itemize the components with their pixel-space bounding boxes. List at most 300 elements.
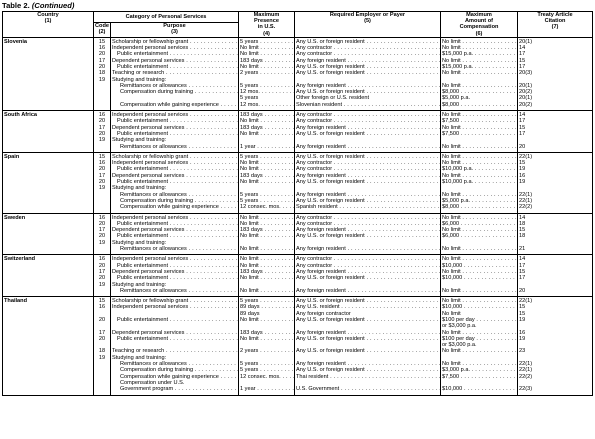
citation-cell: 22(2) (518, 374, 593, 380)
citation-cell: 17 (518, 51, 593, 57)
max-presence-cell: 1 year . . . (239, 144, 295, 153)
max-amount-cell: No limit . . . (441, 58, 518, 64)
code-cell: 19 (94, 240, 111, 246)
purpose-cell: Compensation while gaining experience . . . (111, 102, 239, 111)
country-cell (3, 246, 94, 255)
purpose-cell: Public entertainment . . . (111, 317, 239, 323)
purpose-cell: Public entertainment . . . (111, 51, 239, 57)
max-presence-cell: No limit . . . (239, 233, 295, 239)
code-cell: 20 (94, 64, 111, 70)
max-presence-cell: 1 year . . . (239, 386, 295, 395)
employer-cell: Any contractor . . . (295, 263, 441, 269)
header-citation-l2: Citation (544, 18, 566, 25)
citation-cell: 14 (518, 45, 593, 51)
employer-cell: Any foreign contractor (295, 311, 441, 317)
table-row (3, 204, 593, 213)
max-amount-cell: No limit . . . (441, 111, 518, 119)
code-cell: 16 (94, 160, 111, 166)
code-cell: 17 (94, 227, 111, 233)
max-amount-cell: $10,000 p.a. . . . (441, 179, 518, 185)
country-cell (3, 102, 94, 111)
employer-cell: Any U.S. or foreign resident . . . (295, 233, 441, 239)
purpose-cell: Compensation during training . . . (111, 89, 239, 95)
header-country-num: (1) (44, 18, 52, 25)
header-max-amount-l3: Compensation (459, 24, 499, 31)
citation-cell: 15 (518, 269, 593, 275)
max-amount-cell: $7,500 . . . (441, 118, 518, 124)
citation-cell: 19 (518, 166, 593, 172)
employer-cell: Any foreign resident . . . (295, 269, 441, 275)
header-employer (295, 12, 441, 38)
country-cell: Spain (3, 152, 94, 160)
header-max-presence (239, 12, 295, 38)
max-amount-cell: No limit . . . (441, 348, 518, 354)
max-presence-cell: No limit . . . (239, 179, 295, 185)
code-cell: 15 (94, 297, 111, 305)
purpose-cell: Dependent personal services . . . (111, 58, 239, 64)
max-presence-cell: No limit . . . (239, 64, 295, 70)
code-cell: 17 (94, 125, 111, 131)
header-citation-num: (7) (551, 24, 559, 31)
employer-cell: Any contractor . . . (295, 160, 441, 166)
code-cell: 17 (94, 173, 111, 179)
citation-cell: 20(3) (518, 70, 593, 76)
employer-cell: Any U.S. resident . . . (295, 304, 441, 310)
max-presence-cell: 5 years . . . (239, 361, 295, 367)
header-employer-label: Required Employer or Payer (329, 12, 406, 18)
citation-cell: 22(1) (518, 198, 593, 204)
max-amount-cell: No limit . . . (441, 288, 518, 297)
employer-cell: Any foreign resident . . . (295, 144, 441, 153)
citation-cell: 14 (518, 255, 593, 263)
country-cell (3, 386, 94, 395)
citation-cell: 22(1) (518, 192, 593, 198)
max-amount-cell: $10,000 . . . (441, 304, 518, 310)
code-cell: 20 (94, 336, 111, 342)
citation-cell: 21 (518, 246, 593, 255)
employer-cell: Any contractor . . . (295, 111, 441, 119)
table-row (3, 111, 593, 119)
max-presence-cell: No limit . . . (239, 255, 295, 263)
max-amount-cell: No limit . . . (441, 361, 518, 367)
citation-cell: 15 (518, 160, 593, 166)
max-amount-cell: $7,500 . . . (441, 131, 518, 137)
citation-cell: 15 (518, 227, 593, 233)
employer-cell: Any U.S. or foreign resident . . . (295, 297, 441, 305)
purpose-cell: Independent personal services . . . (111, 255, 239, 263)
code-cell: 16 (94, 45, 111, 51)
max-amount-cell: No limit . . . (441, 192, 518, 198)
code-cell (94, 144, 111, 153)
employer-cell: Any foreign resident . . . (295, 227, 441, 233)
header-citation-l1: Treaty Article (537, 12, 573, 18)
code-cell: 15 (94, 37, 111, 45)
header-max-amount (441, 12, 518, 38)
header-purpose-num: (3) (171, 28, 178, 35)
code-cell: 16 (94, 255, 111, 263)
citation-cell: 19 (518, 179, 593, 185)
table-row (3, 246, 593, 255)
purpose-cell: Scholarship or fellowship grant . . . (111, 37, 239, 45)
employer-cell: Any U.S. or foreign resident . . . (295, 37, 441, 45)
purpose-cell: Remittances or allowances . . . (111, 192, 239, 198)
country-cell: Slovenia (3, 37, 94, 45)
code-cell: 18 (94, 70, 111, 76)
max-presence-cell: 5 years . . . (239, 83, 295, 89)
code-cell: 20 (94, 118, 111, 124)
country-cell: Sweden (3, 213, 94, 221)
employer-cell: Any U.S. or foreign resident . . . (295, 336, 441, 342)
header-citation (518, 12, 593, 38)
purpose-cell: Dependent personal services . . . (111, 269, 239, 275)
max-amount-cell: $100 per day . . . (441, 317, 518, 323)
employer-cell: Any U.S. or foreign resident . . . (295, 89, 441, 95)
max-amount-cell: $10,000 p.a. . . . (441, 166, 518, 172)
employer-cell: Any U.S. or foreign resident . . . (295, 198, 441, 204)
max-amount-cell: $8,000 . . . (441, 89, 518, 95)
max-amount-cell: $8,000 . . . (441, 204, 518, 213)
code-cell: 20 (94, 275, 111, 281)
max-presence-cell: 183 days . . . (239, 269, 295, 275)
code-cell (94, 246, 111, 255)
citation-cell: 18 (518, 233, 593, 239)
max-presence-cell: 183 days . . . (239, 227, 295, 233)
employer-cell: Any contractor . . . (295, 213, 441, 221)
employer-cell: Any U.S. or foreign resident . . . (295, 179, 441, 185)
max-presence-cell: 5 years . . . (239, 37, 295, 45)
header-employer-num: (5) (364, 18, 371, 25)
code-cell: 19 (94, 185, 111, 191)
citation-cell: 22(3) (518, 386, 593, 395)
purpose-cell: Scholarship or fellowship grant . . . (111, 152, 239, 160)
table-body (3, 37, 593, 395)
purpose-cell: Public entertainment . . . (111, 263, 239, 269)
country-cell: South Africa (3, 111, 94, 119)
purpose-cell: Compensation during training . . . (111, 198, 239, 204)
max-presence-cell: 5 years . . . (239, 367, 295, 373)
max-presence-cell: 89 days (239, 311, 295, 317)
header-max-amount-l2: Amount of (465, 18, 493, 25)
purpose-cell: Public entertainment . . . (111, 131, 239, 137)
purpose-cell: Compensation during training . . . (111, 367, 239, 373)
country-cell: Switzerland (3, 255, 94, 263)
purpose-cell: Teaching or research . . . (111, 348, 239, 354)
citation-cell: 15 (518, 311, 593, 317)
table-row (3, 386, 593, 395)
employer-cell: Any U.S. or foreign resident . . . (295, 70, 441, 76)
purpose-cell: Public entertainment . . . (111, 275, 239, 281)
employer-cell: Thai resident . . . (295, 374, 441, 380)
max-amount-cell: No limit . . . (441, 160, 518, 166)
max-presence-cell: No limit . . . (239, 131, 295, 137)
employer-cell: Any U.S. or foreign resident . . . (295, 131, 441, 137)
table-label: Table 2. (2, 1, 30, 10)
max-presence-cell: 183 days . . . (239, 111, 295, 119)
max-amount-cell: $15,000 p.a. . . . (441, 64, 518, 70)
max-presence-cell: No limit . . . (239, 246, 295, 255)
employer-cell: Any foreign resident . . . (295, 288, 441, 297)
code-cell: 19 (94, 137, 111, 143)
purpose-cell: Dependent personal services . . . (111, 173, 239, 179)
purpose-cell: Teaching or research . . . (111, 70, 239, 76)
purpose-cell: Dependent personal services . . . (111, 227, 239, 233)
country-cell (3, 144, 94, 153)
code-cell: 19 (94, 355, 111, 361)
purpose-cell: Public entertainment . . . (111, 221, 239, 227)
max-presence-cell: No limit . . . (239, 221, 295, 227)
max-presence-cell: No limit . . . (239, 336, 295, 342)
header-max-presence-num: (4) (263, 30, 270, 37)
code-cell: 20 (94, 221, 111, 227)
max-presence-cell: No limit . . . (239, 160, 295, 166)
code-cell (94, 102, 111, 111)
code-cell (94, 204, 111, 213)
header-max-amount-l1: Maximum (466, 12, 492, 18)
citation-cell: 20(1) (518, 83, 593, 89)
employer-cell: Any foreign resident . . . (295, 173, 441, 179)
citation-cell: 16 (518, 330, 593, 336)
citation-cell: 14 (518, 111, 593, 119)
header-max-presence-l2: Presence (254, 18, 279, 25)
max-presence-cell: 5 years . . . (239, 192, 295, 198)
purpose-cell: Independent personal services . . . (111, 45, 239, 51)
max-presence-cell: No limit . . . (239, 288, 295, 297)
purpose-cell: Public entertainment . . . (111, 336, 239, 342)
header-code-label: Code (95, 22, 109, 29)
table-row (3, 144, 593, 153)
employer-cell: Any foreign resident . . . (295, 125, 441, 131)
purpose-cell: Remittances or allowances . . . (111, 246, 239, 255)
citation-cell: 15 (518, 125, 593, 131)
employer-cell: Any U.S. or foreign resident . . . (295, 348, 441, 354)
table-caption (2, 1, 74, 10)
max-amount-cell: $5,000 p.a. (441, 95, 518, 101)
max-amount-cell: No limit . . . (441, 297, 518, 305)
max-amount-cell: No limit . . . (441, 45, 518, 51)
purpose-cell: Compensation while gaining experience . . . (111, 204, 239, 213)
purpose-cell: Remittances or allowances . . . (111, 83, 239, 89)
purpose-cell: Independent personal services . . . (111, 111, 239, 119)
max-amount-cell: No limit . . . (441, 152, 518, 160)
header-purpose (111, 22, 239, 37)
max-presence-cell: 2 years . . . (239, 348, 295, 354)
max-presence-cell: No limit . . . (239, 166, 295, 172)
max-presence-cell: No limit . . . (239, 317, 295, 323)
purpose-cell: Public entertainment . . . (111, 233, 239, 239)
code-cell (94, 386, 111, 395)
max-amount-cell: $6,000 . . . (441, 221, 518, 227)
employer-cell: Any U.S. or foreign resident . . . (295, 317, 441, 323)
max-amount-cell: $10,000 . . . (441, 275, 518, 281)
header-purpose-label: Purpose (163, 22, 186, 29)
code-cell: 16 (94, 304, 111, 310)
max-amount-cell: $6,000 . . . (441, 233, 518, 239)
code-cell (94, 288, 111, 297)
employer-cell: Any foreign resident . . . (295, 330, 441, 336)
citation-cell: 19 (518, 336, 593, 342)
citation-cell: 14 (518, 213, 593, 221)
code-cell: 20 (94, 131, 111, 137)
purpose-cell: Compensation while gaining experience . . . (111, 374, 239, 380)
code-cell: 19 (94, 282, 111, 288)
max-amount-cell: $10,000 . . . (441, 263, 518, 269)
max-presence-cell: 2 years . . . (239, 70, 295, 76)
country-cell (3, 288, 94, 297)
header-code (94, 22, 111, 37)
employer-cell: Any contractor . . . (295, 221, 441, 227)
citation-cell: 20(2) (518, 89, 593, 95)
purpose-cell: Studying and training: (111, 240, 239, 246)
code-cell: 15 (94, 152, 111, 160)
max-presence-cell: 5 years . . . (239, 152, 295, 160)
citation-cell: 20 (518, 144, 593, 153)
max-amount-cell: No limit . . . (441, 213, 518, 221)
citation-cell: 18 (518, 221, 593, 227)
max-amount-cell: $5,000 p.a. . . . (441, 198, 518, 204)
code-cell: 16 (94, 213, 111, 221)
table-row (3, 213, 593, 221)
employer-cell: Any contractor . . . (295, 118, 441, 124)
employer-cell: Any U.S. or foreign resident . . . (295, 152, 441, 160)
max-presence-cell: No limit . . . (239, 275, 295, 281)
max-amount-cell: No limit . . . (441, 144, 518, 153)
max-presence-cell: 12 mos. . . . (239, 89, 295, 95)
max-presence-cell: 12 consec. mos. . . . (239, 374, 295, 380)
max-amount-cell: No limit . . . (441, 330, 518, 336)
code-cell: 17 (94, 269, 111, 275)
country-cell (3, 204, 94, 213)
table-row (3, 102, 593, 111)
max-presence-cell: 12 mos. . . . (239, 102, 295, 111)
max-amount-cell: No limit . . . (441, 227, 518, 233)
citation-cell: 22(2) (518, 204, 593, 213)
purpose-cell: Scholarship or fellowship grant . . . (111, 297, 239, 305)
citation-cell: 20(1) (518, 37, 593, 45)
max-amount-cell: No limit . . . (441, 125, 518, 131)
citation-cell: 20(1) (518, 95, 593, 101)
max-presence-cell: 12 consec. mos. . . . (239, 204, 295, 213)
header-category: Category of Personal Services (94, 12, 239, 23)
header-country (3, 12, 94, 38)
max-presence-cell: 89 days . . . (239, 304, 295, 310)
purpose-cell: Independent personal services . . . (111, 213, 239, 221)
max-presence-cell: 183 days . . . (239, 125, 295, 131)
employer-cell: Any contractor . . . (295, 45, 441, 51)
citation-cell: 20(2) (518, 102, 593, 111)
code-cell: 16 (94, 111, 111, 119)
max-amount-cell: No limit . . . (441, 255, 518, 263)
purpose-cell: Studying and training: (111, 185, 239, 191)
max-amount-cell: No limit (441, 311, 518, 317)
max-amount-cell: No limit . . . (441, 83, 518, 89)
purpose-cell: Government program . . . (111, 386, 239, 395)
citation-cell: 17 (518, 118, 593, 124)
employer-cell: Any contractor . . . (295, 51, 441, 57)
code-cell: 17 (94, 58, 111, 64)
purpose-cell: Dependent personal services . . . (111, 330, 239, 336)
table-row (3, 37, 593, 45)
employer-cell: Any foreign resident . . . (295, 192, 441, 198)
employer-cell: Any U.S. or foreign resident . . . (295, 64, 441, 70)
max-amount-cell: No limit . . . (441, 70, 518, 76)
citation-cell: 22(1) (518, 367, 593, 373)
table-row (3, 255, 593, 263)
code-cell: 17 (94, 330, 111, 336)
header-max-presence-l1: Maximum (253, 12, 280, 18)
employer-cell: Any U.S. or foreign resident . . . (295, 275, 441, 281)
employer-cell: Any foreign resident . . . (295, 83, 441, 89)
purpose-cell: Public entertainment . . . (111, 64, 239, 70)
max-presence-cell: No limit . . . (239, 263, 295, 269)
code-cell: 19 (94, 77, 111, 83)
max-amount-cell: $8,000 . . . (441, 102, 518, 111)
max-presence-cell: No limit . . . (239, 51, 295, 57)
citation-cell: 22(1) (518, 361, 593, 367)
citation-cell: 17 (518, 64, 593, 70)
table-row (3, 152, 593, 160)
citation-cell: 16 (518, 173, 593, 179)
max-amount-cell: $10,000 . . . (441, 386, 518, 395)
purpose-cell: Studying and training: (111, 137, 239, 143)
employer-cell: Any contractor . . . (295, 166, 441, 172)
code-cell: 20 (94, 51, 111, 57)
code-cell: 20 (94, 263, 111, 269)
citation-cell: 15 (518, 304, 593, 310)
employer-cell: Other foreign or U.S. resident (295, 95, 441, 101)
citation-cell: 15 (518, 58, 593, 64)
max-amount-cell: $15,000 p.a. . . . (441, 51, 518, 57)
code-cell: 20 (94, 166, 111, 172)
purpose-cell: Remittances or allowances . . . (111, 361, 239, 367)
citation-cell: 23 (518, 348, 593, 354)
employer-cell: Any U.S. or foreign resident . . . (295, 367, 441, 373)
employer-cell: Slovenian resident . . . (295, 102, 441, 111)
max-presence-cell: No limit . . . (239, 45, 295, 51)
purpose-cell: Studying and training: (111, 77, 239, 83)
employer-cell: Any foreign resident . . . (295, 361, 441, 367)
employer-cell: Any contractor . . . (295, 255, 441, 263)
header-max-presence-l3: in U.S. (257, 24, 276, 31)
citation-cell: 22(1) (518, 152, 593, 160)
treaty-table (2, 11, 593, 396)
max-amount-cell: $3,000 p.a. . . . (441, 367, 518, 373)
purpose-cell: Independent personal services . . . (111, 160, 239, 166)
code-cell: 18 (94, 348, 111, 354)
header-max-amount-num: (6) (475, 30, 483, 37)
header-country-label: Country (37, 12, 59, 18)
max-amount-cell: or $3,000 p.a. (441, 342, 518, 348)
max-presence-cell: 5 years . . . (239, 297, 295, 305)
table-caption-suffix: (Continued) (31, 1, 75, 10)
max-amount-cell: No limit . . . (441, 37, 518, 45)
table-row (3, 297, 593, 305)
max-amount-cell: $100 per day . . . (441, 336, 518, 342)
max-presence-cell: 5 years (239, 95, 295, 101)
citation-cell: 17 (518, 275, 593, 281)
employer-cell: Any foreign resident . . . (295, 58, 441, 64)
max-presence-cell: No limit . . . (239, 118, 295, 124)
purpose-cell: Public entertainment . . . (111, 166, 239, 172)
code-cell: 20 (94, 179, 111, 185)
purpose-cell: Compensation under U.S. (111, 380, 239, 386)
table-row (3, 288, 593, 297)
citation-cell: 17 (518, 263, 593, 269)
max-presence-cell: No limit . . . (239, 213, 295, 221)
max-amount-cell: $7,500 . . . (441, 374, 518, 380)
purpose-cell: Public entertainment . . . (111, 179, 239, 185)
purpose-cell: Independent personal services . . . (111, 304, 239, 310)
purpose-cell: Studying and training: (111, 355, 239, 361)
